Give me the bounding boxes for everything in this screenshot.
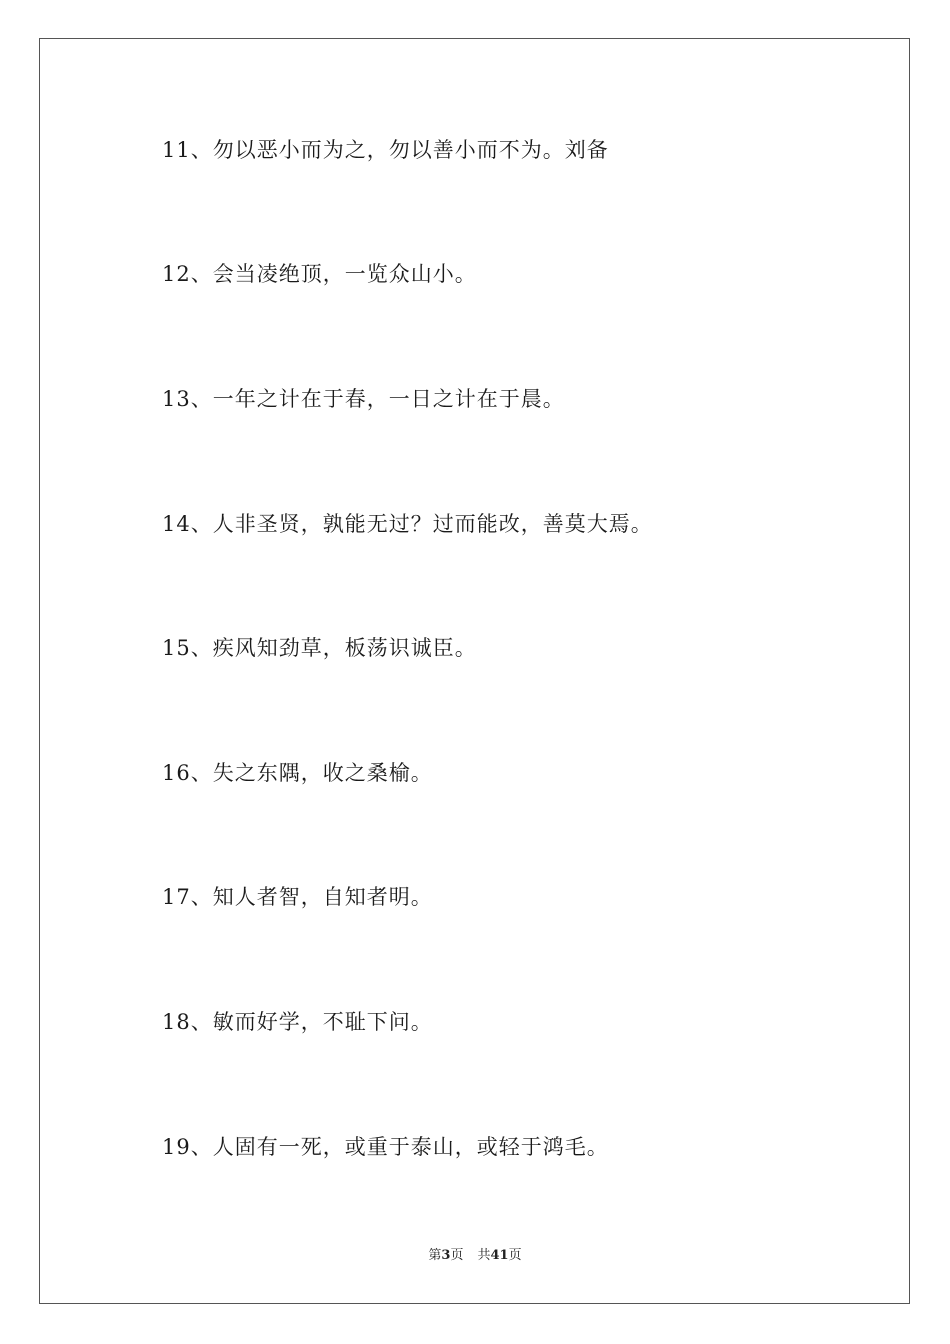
quote-item: 14、人非圣贤，孰能无过？过而能改，善莫大焉。 bbox=[162, 512, 653, 536]
quote-item: 16、失之东隅，收之桑榆。 bbox=[162, 761, 433, 785]
page-suffix: 页 bbox=[450, 1248, 464, 1263]
quote-item: 19、人固有一死，或重于泰山，或轻于鸿毛。 bbox=[162, 1135, 609, 1159]
total-prefix: 共 bbox=[477, 1248, 491, 1263]
total-pages: 41 bbox=[490, 1248, 509, 1263]
quote-item: 15、疾风知劲草，板荡识诚臣。 bbox=[162, 636, 477, 660]
page-border bbox=[39, 38, 910, 1304]
total-suffix: 页 bbox=[508, 1248, 522, 1263]
page-number: 3 bbox=[441, 1248, 451, 1263]
page-footer bbox=[0, 1247, 950, 1265]
quote-item: 18、敏而好学，不耻下问。 bbox=[162, 1010, 433, 1034]
quote-item: 11、勿以恶小而为之，勿以善小而不为。刘备 bbox=[162, 138, 609, 162]
page-prefix: 第 bbox=[428, 1248, 442, 1263]
quote-item: 12、会当凌绝顶，一览众山小。 bbox=[162, 262, 477, 286]
quote-item: 17、知人者智，自知者明。 bbox=[162, 885, 433, 909]
quote-item: 13、一年之计在于春，一日之计在于晨。 bbox=[162, 387, 565, 411]
